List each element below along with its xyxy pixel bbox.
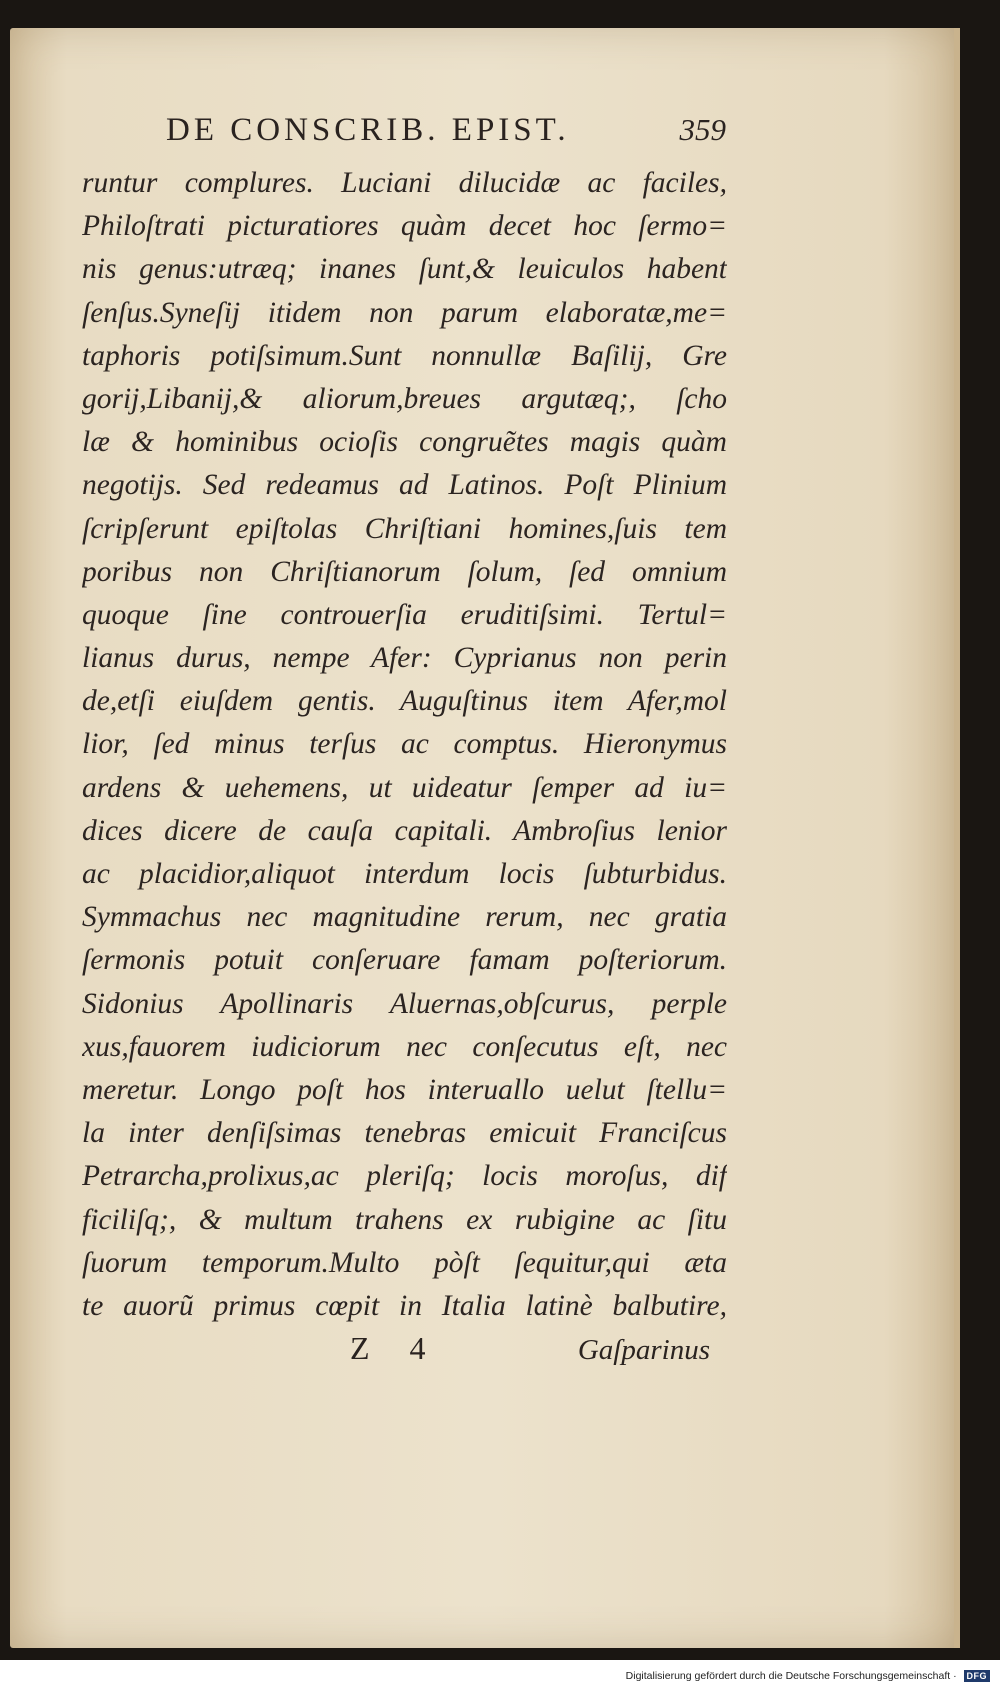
text-line: ſermonis potuit conſeruare famam poſteriorum.	[82, 944, 727, 977]
text-block	[82, 162, 727, 1328]
signature-mark: Z 4	[350, 1330, 442, 1366]
page-header	[166, 112, 726, 149]
text-line: Petrarcha,prolixus,ac pleriſq; locis moroſus, dif	[82, 1160, 727, 1193]
page-number: 359	[679, 112, 726, 147]
page-edge	[954, 28, 960, 1648]
text-line: ac placidior,aliquot interdum locis ſubturbidus.	[82, 858, 727, 890]
text-line: Sidonius Apollinaris Aluernas,obſcurus, perple	[82, 987, 727, 1020]
text-line: quoque ſine controuerſia eruditiſsimi. Tertul=	[82, 598, 727, 631]
catchword: Gaſparinus	[577, 1334, 710, 1366]
text-line: ficiliſq;, & multum trahens ex rubigine ac ſitu	[82, 1203, 727, 1236]
text-line: de,etſi eiuſdem gentis. Auguſtinus item Afer,mol	[82, 685, 727, 718]
text-line: te auorũ primus cœpit in Italia latinè balbutire,	[82, 1289, 727, 1322]
running-head: DE CONSCRIB. EPIST.	[166, 112, 570, 148]
text-line: dices dicere de cauſa capitali. Ambroſius lenior	[82, 814, 727, 847]
text-line: runtur complures. Luciani dilucidæ ac faciles,	[82, 167, 727, 199]
text-line: ſcripſerunt epiſtolas Chriſtiani homines,ſuis tem	[82, 512, 727, 545]
text-line: negotijs. Sed redeamus ad Latinos. Poſt Plinium	[82, 469, 727, 502]
text-line: meretur. Longo poſt hos interuallo uelut ſtellu=	[82, 1073, 727, 1106]
text-line: lianus durus, nempe Afer: Cyprianus non perin	[82, 642, 727, 675]
page-footer	[350, 1330, 710, 1367]
text-line: nis genus:utræq; inanes ſunt,& leuiculos habent	[82, 253, 727, 286]
text-line: ardens & uehemens, ut uideatur ſemper ad iu=	[82, 771, 727, 804]
text-line: la inter denſiſsimas tenebras emicuit Franciſcus	[82, 1117, 727, 1150]
text-line: xus,fauorem iudiciorum nec conſecutus eſt, nec	[82, 1030, 727, 1063]
text-line: lior, ſed minus terſus ac comptus. Hieronymus	[82, 728, 727, 761]
credit-text: Digitalisierung gefördert durch die Deutsche Forschungsgemeinschaft ·	[625, 1670, 957, 1682]
text-line: poribus non Chriſtianorum ſolum, ſed omnium	[82, 555, 727, 588]
digitization-credit	[0, 1670, 990, 1682]
text-line: ſuorum temporum.Multo pòſt ſequitur,qui æta	[82, 1246, 727, 1279]
text-line: Philoſtrati picturatiores quàm decet hoc ſermo=	[82, 210, 727, 243]
dfg-logo: DFG	[964, 1670, 991, 1682]
text-line: gorij,Libanij,& aliorum,breues argutæq;, ſcho	[82, 382, 727, 415]
text-line: taphoris potiſsimum.Sunt nonnullæ Baſilij, Gre	[82, 339, 727, 372]
text-line: ſenſus.Syneſij itidem non parum elaboratæ,me=	[82, 296, 727, 329]
text-line: læ & hominibus ocioſis congruẽtes magis quàm	[82, 426, 727, 459]
text-line: Symmachus nec magnitudine rerum, nec gratia	[82, 901, 727, 934]
